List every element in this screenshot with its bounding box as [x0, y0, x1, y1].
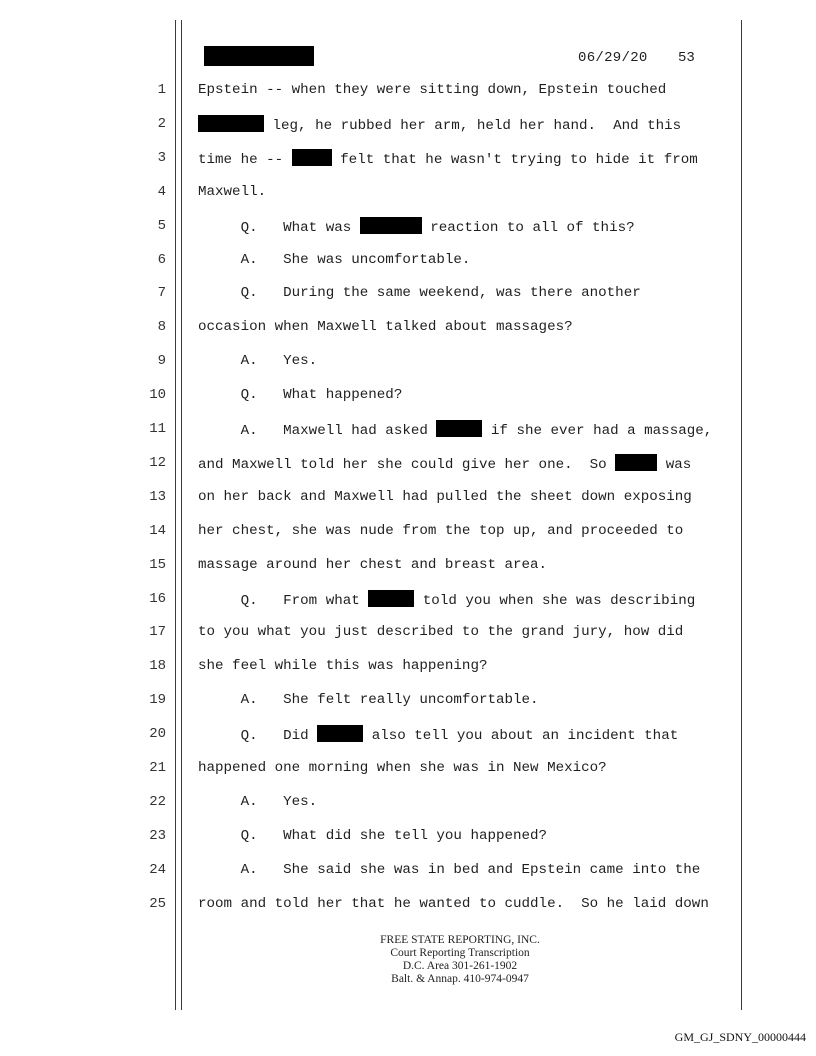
- transcript-line: [198, 861, 700, 879]
- transcript-line: [198, 725, 678, 745]
- transcript-line: [198, 81, 666, 99]
- redaction-box: [292, 149, 332, 166]
- reporter-company: FREE STATE REPORTING, INC.: [380, 934, 540, 946]
- transcript-line: [198, 488, 692, 506]
- transcript-line: [198, 115, 681, 135]
- line-segment: also tell you about an incident that: [363, 728, 679, 745]
- line-number: 18: [149, 658, 166, 675]
- line-number: 2: [157, 115, 166, 132]
- line-segment: if she ever had a massage,: [482, 423, 713, 439]
- line-number: 21: [149, 760, 166, 776]
- transcript-line: [198, 556, 547, 574]
- transcript-line: [198, 251, 470, 269]
- balt-phone: Balt. & Annap. 410-974-0947: [391, 973, 529, 985]
- transcript-line: [198, 793, 317, 811]
- line-number: 8: [157, 319, 166, 336]
- line-number: 24: [149, 861, 166, 878]
- line-segment: she feel while this was happening?: [198, 658, 488, 675]
- line-segment: A. Yes.: [198, 793, 318, 810]
- page-number: 53: [678, 50, 695, 66]
- line-segment: her chest, she was nude from the top up, and proceeded to: [198, 522, 684, 539]
- redaction-box: [436, 420, 482, 437]
- left-margin-rule: [175, 20, 176, 1010]
- line-segment: happened one morning when she was in New Mexico?: [198, 760, 607, 776]
- line-segment: massage around her chest and breast area.: [198, 556, 548, 573]
- transcript-line: [198, 759, 607, 777]
- line-segment: on her back and Maxwell had pulled the sheet down exposing: [198, 488, 692, 505]
- line-number: 16: [149, 590, 166, 607]
- line-number: 15: [149, 556, 166, 573]
- line-segment: A. She was uncomfortable.: [198, 251, 471, 268]
- redaction-box: [615, 454, 657, 471]
- transcript-line: [198, 183, 266, 201]
- transcript-line: [198, 352, 317, 370]
- line-segment: Q. What happened?: [198, 387, 403, 404]
- dc-phone: D.C. Area 301-261-1902: [402, 960, 518, 972]
- line-number: 3: [157, 149, 166, 166]
- transcript-line: [198, 895, 709, 913]
- line-number: 11: [149, 421, 166, 437]
- line-segment: Q. What did she tell you happened?: [198, 827, 548, 844]
- transcript-line: [198, 691, 539, 709]
- line-number: 4: [157, 183, 166, 200]
- redaction-box: [204, 46, 314, 66]
- line-number: 25: [149, 895, 166, 912]
- line-segment: and Maxwell told her she could give her one. So: [198, 456, 616, 473]
- line-number: 10: [149, 387, 166, 404]
- redaction-box: [317, 725, 363, 742]
- line-number: 22: [149, 793, 166, 810]
- line-segment: occasion when Maxwell talked about massages?: [198, 319, 573, 336]
- transcript-line: [198, 623, 683, 641]
- bates-number: GM_GJ_SDNY_00000444: [674, 1030, 806, 1044]
- transcript-line: [198, 420, 712, 440]
- line-segment: time he --: [198, 151, 292, 168]
- line-number: 17: [149, 624, 166, 641]
- line-number: 14: [149, 522, 166, 539]
- line-number: 6: [157, 251, 166, 268]
- transcript-line: [198, 149, 698, 169]
- transcript-line: [198, 386, 402, 404]
- line-segment: Q. From what: [198, 592, 369, 609]
- line-number: 13: [149, 488, 166, 505]
- right-margin-rule: [741, 20, 742, 1010]
- page-footer: [340, 934, 580, 986]
- redaction-box: [198, 115, 264, 132]
- line-segment: to you what you just described to the grand jury, how did: [198, 624, 684, 641]
- line-segment: A. She said she was in bed and Epstein came into the: [198, 861, 701, 878]
- line-segment: Q. During the same weekend, was there another: [198, 285, 641, 302]
- header-date: 06/29/20: [578, 50, 648, 66]
- transcript-line: [198, 318, 573, 336]
- line-segment: Q. Did: [198, 728, 318, 745]
- transcript-line: [198, 217, 635, 237]
- transcript-line: [198, 657, 487, 675]
- line-segment: told you when she was describing: [414, 592, 696, 609]
- line-number: 12: [149, 454, 166, 471]
- line-segment: Maxwell.: [198, 183, 267, 200]
- transcript-line: [198, 454, 691, 474]
- line-segment: was: [657, 456, 692, 473]
- transcript-line: [198, 284, 641, 302]
- line-segment: room and told her that he wanted to cuddle. So he laid down: [198, 895, 709, 912]
- transcript-line: [198, 827, 547, 845]
- line-segment: A. Maxwell had asked: [198, 423, 437, 439]
- line-segment: A. She felt really uncomfortable.: [198, 692, 539, 709]
- line-number: 5: [157, 217, 166, 234]
- redaction-box: [368, 590, 414, 607]
- transcript-line: [198, 590, 695, 610]
- left-margin-rule-inner: [181, 20, 182, 1010]
- line-number: 19: [149, 692, 166, 709]
- line-number: 1: [157, 82, 166, 98]
- line-segment: reaction to all of this?: [421, 219, 635, 236]
- redaction-box: [360, 217, 422, 234]
- line-number: 20: [149, 726, 166, 743]
- line-number: 9: [157, 353, 166, 370]
- line-number: 23: [149, 827, 166, 844]
- transcript-line: [198, 522, 683, 540]
- line-segment: Q. What was: [198, 219, 360, 236]
- line-segment: Epstein -- when they were sitting down, Epstein touched: [198, 82, 667, 98]
- line-segment: leg, he rubbed her arm, held her hand. And this: [264, 117, 682, 134]
- line-number: 7: [157, 285, 166, 302]
- reporter-service: Court Reporting Transcription: [390, 947, 530, 959]
- line-segment: felt that he wasn't trying to hide it from: [331, 151, 698, 168]
- page-header: [204, 46, 744, 68]
- line-segment: A. Yes.: [198, 353, 318, 370]
